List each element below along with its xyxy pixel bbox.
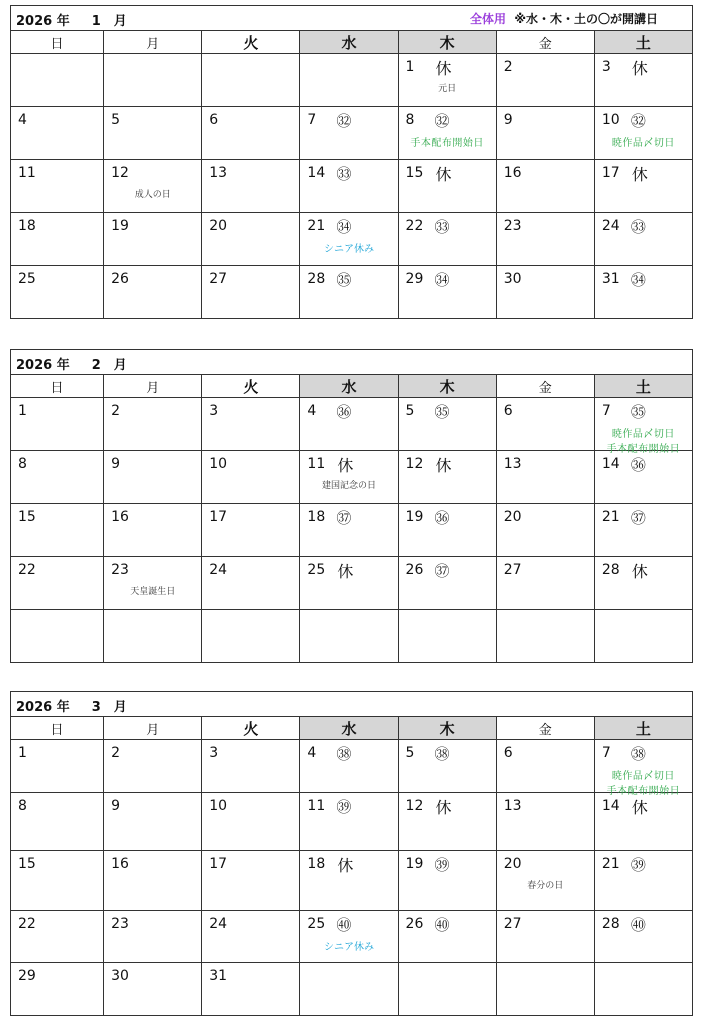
- session-number: ㊳: [336, 745, 352, 763]
- day-number: 16: [111, 509, 129, 525]
- session-number: ㊲: [434, 562, 450, 580]
- closed-mark: 休: [631, 562, 648, 581]
- day-cell: [496, 851, 594, 911]
- day-note: 元日: [438, 84, 457, 94]
- day-number: 6: [503, 403, 513, 419]
- day-cell: [496, 213, 594, 266]
- day-cell: [300, 610, 398, 663]
- weekday-header: 日: [11, 717, 104, 740]
- day-number: 15: [18, 509, 36, 525]
- day-cell: [398, 398, 496, 451]
- day-cell: [398, 911, 496, 963]
- month-header: [11, 6, 693, 31]
- day-number: 25: [18, 271, 36, 287]
- day-cell: [300, 911, 398, 963]
- session-number: ㉜: [434, 112, 450, 130]
- day-number: 20: [503, 509, 522, 525]
- day-note: 天皇誕生日: [130, 587, 176, 597]
- day-note: 暁作品〆切日: [611, 429, 675, 440]
- day-cell: [11, 213, 104, 266]
- weekday-header: 木: [398, 375, 496, 398]
- day-cell: [496, 451, 594, 504]
- day-cell: [202, 851, 300, 911]
- day-number: 3: [601, 59, 611, 75]
- note-audience-label: 全体用: [469, 12, 506, 26]
- day-number: 25: [307, 916, 326, 932]
- closed-mark: 休: [631, 59, 648, 78]
- day-number: 26: [405, 916, 424, 932]
- day-cell: [11, 911, 104, 963]
- day-number: 3: [209, 745, 219, 761]
- day-cell: [202, 793, 300, 851]
- day-number: 27: [503, 916, 522, 932]
- day-note: 建国記念の日: [321, 481, 376, 491]
- day-number: 13: [503, 456, 522, 472]
- day-number: 4: [18, 112, 27, 128]
- weekday-header: 金: [496, 31, 594, 54]
- day-cell: [398, 266, 496, 319]
- day-cell: [104, 793, 202, 851]
- day-cell: [496, 160, 594, 213]
- day-number: 16: [503, 165, 522, 181]
- day-cell: [202, 266, 300, 319]
- day-number: 16: [111, 856, 129, 872]
- day-number: 25: [307, 562, 326, 578]
- day-number: 1: [405, 59, 415, 75]
- day-cell: [496, 107, 594, 160]
- day-cell: [300, 504, 398, 557]
- day-number: 8: [18, 798, 27, 814]
- weekday-header: 金: [496, 375, 594, 398]
- day-number: 24: [209, 916, 228, 932]
- day-number: 31: [209, 968, 228, 984]
- day-number: 9: [111, 798, 121, 814]
- session-number: ㉞: [434, 271, 450, 289]
- day-cell: [202, 557, 300, 610]
- weekday-header: 土: [594, 31, 692, 54]
- session-number: ㊲: [630, 509, 646, 527]
- day-cell: [594, 398, 692, 455]
- day-number: 12: [405, 456, 424, 472]
- weekday-header: 金: [496, 717, 594, 740]
- day-cell: [398, 107, 496, 160]
- weekday-header: 月: [104, 375, 202, 398]
- day-note: 手本配布開始日: [606, 786, 681, 797]
- day-cell: [104, 963, 202, 1016]
- day-cell: [11, 851, 104, 911]
- day-number: 10: [209, 798, 228, 814]
- day-cell: [496, 610, 594, 663]
- day-cell: [398, 610, 496, 663]
- day-number: 13: [209, 165, 228, 181]
- day-number: 9: [111, 456, 121, 472]
- day-cell: [202, 160, 300, 213]
- day-cell: [11, 963, 104, 1016]
- day-number: 2: [111, 745, 121, 761]
- day-number: 5: [111, 112, 121, 128]
- schedule-note: [470, 10, 658, 27]
- day-cell: [398, 504, 496, 557]
- day-number: 1: [18, 403, 27, 419]
- day-cell: [496, 793, 594, 851]
- day-number: 5: [405, 745, 415, 761]
- day-number: 7: [601, 745, 611, 761]
- closed-mark: 休: [435, 165, 452, 184]
- day-number: 8: [18, 456, 27, 472]
- day-cell: [496, 740, 594, 793]
- day-cell: [104, 504, 202, 557]
- day-cell: [300, 160, 398, 213]
- day-number: 26: [405, 562, 424, 578]
- day-number: 22: [405, 218, 424, 234]
- day-cell: [202, 451, 300, 504]
- day-number: 29: [405, 271, 424, 287]
- session-number: ㉝: [336, 165, 352, 183]
- day-note: 成人の日: [134, 190, 171, 200]
- month-header: [11, 692, 693, 717]
- closed-mark: 休: [435, 456, 452, 475]
- day-number: 5: [405, 403, 415, 419]
- day-cell: [104, 451, 202, 504]
- day-cell: [300, 793, 398, 851]
- day-number: 24: [601, 218, 620, 234]
- month-title: 2026 年 1 月: [16, 14, 127, 29]
- session-number: ㉟: [336, 271, 352, 289]
- session-number: ㉝: [630, 218, 646, 236]
- month-calendar: [10, 691, 693, 1016]
- day-cell: [11, 160, 104, 213]
- day-cell: [11, 398, 104, 451]
- day-number: 31: [601, 271, 620, 287]
- day-cell: [300, 54, 398, 107]
- day-number: 23: [111, 916, 129, 932]
- day-number: 22: [18, 916, 36, 932]
- day-number: 10: [209, 456, 228, 472]
- weekday-header: 日: [11, 31, 104, 54]
- day-number: 18: [307, 509, 326, 525]
- day-number: 4: [307, 403, 317, 419]
- day-cell: [104, 213, 202, 266]
- day-cell: [300, 451, 398, 504]
- day-note: 暁作品〆切日: [611, 138, 675, 149]
- weekday-header: 火: [202, 31, 300, 54]
- day-number: 4: [307, 745, 317, 761]
- day-cell: [11, 54, 104, 107]
- month-title: 2026 年 3 月: [16, 700, 127, 715]
- day-number: 3: [209, 403, 219, 419]
- day-number: 14: [601, 798, 620, 814]
- day-number: 26: [111, 271, 129, 287]
- day-cell: [398, 793, 496, 851]
- day-cell: [104, 911, 202, 963]
- weekday-header: 水: [300, 31, 398, 54]
- day-cell: [398, 54, 496, 107]
- weekday-header: 木: [398, 31, 496, 54]
- session-number: ㊵: [336, 916, 352, 934]
- day-cell: [594, 504, 692, 557]
- day-number: 29: [18, 968, 36, 984]
- day-cell: [594, 851, 692, 911]
- session-number: ㊴: [336, 798, 352, 816]
- day-note: 手本配布開始日: [606, 444, 681, 455]
- day-cell: [11, 610, 104, 663]
- day-number: 22: [18, 562, 36, 578]
- day-note: 暁作品〆切日: [611, 771, 675, 782]
- day-number: 20: [503, 856, 522, 872]
- day-cell: [594, 107, 692, 160]
- day-cell: [11, 451, 104, 504]
- session-number: ㉜: [336, 112, 352, 130]
- day-number: 23: [503, 218, 522, 234]
- day-cell: [11, 504, 104, 557]
- day-number: 18: [18, 218, 36, 234]
- day-number: 6: [209, 112, 219, 128]
- session-number: ㉜: [630, 112, 646, 130]
- day-number: 21: [601, 856, 620, 872]
- day-cell: [202, 107, 300, 160]
- day-number: 2: [111, 403, 121, 419]
- day-number: 6: [503, 745, 513, 761]
- session-number: ㊱: [336, 403, 352, 421]
- day-number: 10: [601, 112, 620, 128]
- day-number: 15: [18, 856, 36, 872]
- day-number: 14: [601, 456, 620, 472]
- day-number: 8: [405, 112, 415, 128]
- session-number: ㊵: [630, 916, 646, 934]
- day-note: シニア休み: [323, 942, 374, 953]
- closed-mark: 休: [337, 562, 354, 581]
- weekday-header: 火: [202, 375, 300, 398]
- day-number: 28: [601, 916, 620, 932]
- session-number: ㉟: [630, 403, 646, 421]
- day-cell: [496, 266, 594, 319]
- day-cell: [202, 398, 300, 451]
- day-number: 15: [405, 165, 424, 181]
- day-cell: [104, 266, 202, 319]
- day-cell: [202, 54, 300, 107]
- day-cell: [300, 963, 398, 1016]
- day-cell: [594, 740, 692, 797]
- weekday-header: 月: [104, 31, 202, 54]
- day-number: 30: [111, 968, 129, 984]
- day-cell: [104, 851, 202, 911]
- day-cell: [398, 557, 496, 610]
- day-cell: [11, 793, 104, 851]
- day-number: 11: [18, 165, 36, 181]
- weekday-header: 日: [11, 375, 104, 398]
- day-cell: [300, 107, 398, 160]
- day-cell: [104, 107, 202, 160]
- day-cell: [300, 266, 398, 319]
- day-cell: [202, 911, 300, 963]
- session-number: ㉝: [434, 218, 450, 236]
- day-cell: [202, 504, 300, 557]
- day-number: 18: [307, 856, 326, 872]
- day-cell: [594, 160, 692, 213]
- weekday-header: 水: [300, 717, 398, 740]
- closed-mark: 休: [337, 856, 354, 875]
- day-number: 13: [503, 798, 522, 814]
- day-number: 19: [405, 509, 424, 525]
- closed-mark: 休: [435, 798, 452, 817]
- day-note: 春分の日: [527, 881, 564, 891]
- day-number: 23: [111, 562, 129, 578]
- day-cell: [104, 557, 202, 610]
- weekday-header: 土: [594, 375, 692, 398]
- day-cell: [398, 963, 496, 1016]
- day-cell: [398, 160, 496, 213]
- day-cell: [202, 213, 300, 266]
- day-cell: [594, 54, 692, 107]
- day-number: 17: [209, 856, 228, 872]
- closed-mark: 休: [631, 165, 648, 184]
- day-cell: [594, 266, 692, 319]
- day-number: 21: [307, 218, 326, 234]
- day-cell: [104, 740, 202, 793]
- session-number: ㊳: [630, 745, 646, 763]
- day-number: 19: [405, 856, 424, 872]
- session-number: ㊵: [434, 916, 450, 934]
- day-cell: [594, 911, 692, 963]
- session-number: ㊴: [434, 856, 450, 874]
- month-header: [11, 350, 693, 375]
- day-number: 30: [503, 271, 522, 287]
- day-number: 24: [209, 562, 228, 578]
- weekday-header: 土: [594, 717, 692, 740]
- day-cell: [11, 740, 104, 793]
- weekday-header: 木: [398, 717, 496, 740]
- day-cell: [398, 851, 496, 911]
- session-number: ㊴: [630, 856, 646, 874]
- day-cell: [104, 610, 202, 663]
- day-cell: [594, 451, 692, 504]
- day-cell: [104, 54, 202, 107]
- day-number: 27: [209, 271, 228, 287]
- day-number: 11: [307, 456, 326, 472]
- day-cell: [496, 54, 594, 107]
- session-number: ㊳: [434, 745, 450, 763]
- day-number: 17: [601, 165, 620, 181]
- day-number: 28: [307, 271, 326, 287]
- day-cell: [496, 504, 594, 557]
- day-cell: [594, 793, 692, 851]
- day-number: 20: [209, 218, 228, 234]
- note-text: ※水・木・土の〇が開講日: [514, 12, 658, 26]
- day-number: 7: [601, 403, 611, 419]
- day-number: 7: [307, 112, 317, 128]
- day-number: 19: [111, 218, 129, 234]
- day-number: 9: [503, 112, 513, 128]
- day-cell: [104, 398, 202, 451]
- session-number: ㊱: [434, 509, 450, 527]
- month-calendar: [10, 349, 693, 663]
- day-cell: [496, 911, 594, 963]
- closed-mark: 休: [631, 798, 648, 817]
- day-cell: [496, 398, 594, 451]
- day-cell: [300, 398, 398, 451]
- day-cell: [202, 963, 300, 1016]
- day-cell: [594, 213, 692, 266]
- day-number: 28: [601, 562, 620, 578]
- day-number: 2: [503, 59, 513, 75]
- session-number: ㊲: [336, 509, 352, 527]
- weekday-header: 月: [104, 717, 202, 740]
- day-cell: [202, 610, 300, 663]
- day-note: 手本配布開始日: [410, 138, 484, 149]
- day-number: 27: [503, 562, 522, 578]
- day-cell: [496, 963, 594, 1016]
- day-number: 17: [209, 509, 228, 525]
- day-cell: [398, 740, 496, 793]
- day-cell: [398, 213, 496, 266]
- day-cell: [398, 451, 496, 504]
- day-cell: [202, 740, 300, 793]
- day-cell: [11, 557, 104, 610]
- day-cell: [300, 851, 398, 911]
- day-cell: [594, 610, 692, 663]
- closed-mark: 休: [435, 59, 452, 78]
- day-cell: [496, 557, 594, 610]
- day-number: 21: [601, 509, 620, 525]
- day-number: 11: [307, 798, 326, 814]
- day-cell: [300, 740, 398, 793]
- session-number: ㉞: [336, 218, 352, 236]
- month-title: 2026 年 2 月: [16, 358, 127, 373]
- month-calendar: [10, 5, 693, 319]
- day-cell: [300, 213, 398, 266]
- day-cell: [594, 963, 692, 1016]
- day-number: 14: [307, 165, 326, 181]
- session-number: ㊱: [630, 456, 646, 474]
- day-number: 1: [18, 745, 27, 761]
- day-number: 12: [405, 798, 424, 814]
- session-number: ㉟: [434, 403, 450, 421]
- weekday-header: 火: [202, 717, 300, 740]
- session-number: ㉞: [630, 271, 646, 289]
- day-number: 12: [111, 165, 129, 181]
- day-cell: [594, 557, 692, 610]
- closed-mark: 休: [337, 456, 354, 475]
- weekday-header: 水: [300, 375, 398, 398]
- day-cell: [104, 160, 202, 213]
- day-cell: [11, 266, 104, 319]
- day-note: シニア休み: [323, 244, 374, 255]
- day-cell: [300, 557, 398, 610]
- day-cell: [11, 107, 104, 160]
